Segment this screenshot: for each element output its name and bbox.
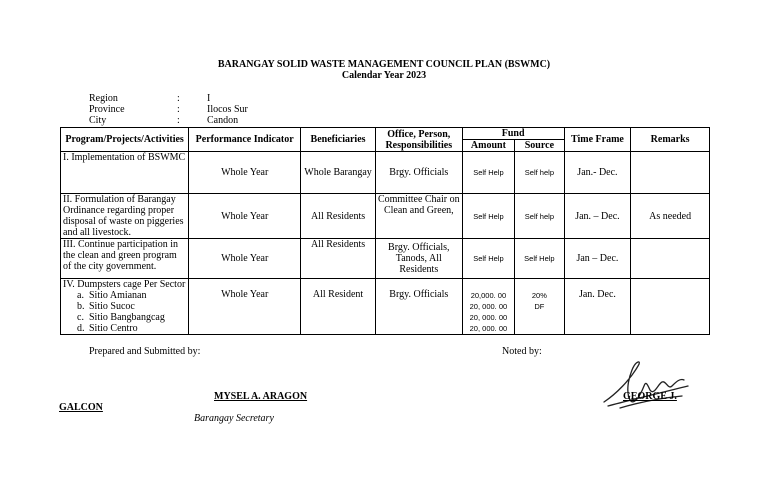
header-fund: Fund xyxy=(462,128,564,140)
list-label: Sitio Amianan xyxy=(89,290,147,301)
header-remarks: Remarks xyxy=(631,128,710,152)
list-item xyxy=(77,290,186,301)
header-indicator: Performance Indicator xyxy=(189,128,301,152)
region-sep: : xyxy=(177,93,180,104)
list-item xyxy=(77,323,186,334)
program-cell: I. Implementation of BSWMC xyxy=(61,152,189,194)
prepared-label: Prepared and Submitted by: xyxy=(89,346,201,357)
source-cell xyxy=(515,279,564,335)
province-label: Province xyxy=(89,104,125,115)
timeframe-cell: Jan. Dec. xyxy=(564,279,631,335)
secretary-title: Barangay Secretary xyxy=(194,413,274,424)
city-label: City xyxy=(89,115,107,126)
amount-cell xyxy=(462,279,514,335)
city-value: Candon xyxy=(207,115,239,126)
table-row xyxy=(61,239,710,279)
header-program: Program/Projects/Activities xyxy=(61,128,189,152)
timeframe-cell: Jan. – Dec. xyxy=(564,194,631,239)
list-marker: d. xyxy=(77,323,85,334)
amount-cell: Self Help xyxy=(462,239,514,279)
indicator-cell: Whole Year xyxy=(189,239,301,279)
remarks-cell xyxy=(631,152,710,194)
header-beneficiaries: Beneficiaries xyxy=(301,128,376,152)
remarks-cell xyxy=(631,279,710,335)
list-marker: c. xyxy=(77,312,84,323)
program-cell: II. Formulation of Barangay Ordinance regarding proper disposal of waste on piggeries and all livestock. xyxy=(61,194,189,239)
program-title: IV. Dumpsters cage Per Sector xyxy=(63,279,186,290)
office-cell: Brgy. Officials xyxy=(375,279,462,335)
list-item xyxy=(77,312,186,323)
city-sep: : xyxy=(177,115,180,126)
table-row xyxy=(61,279,710,335)
list-label: Sitio Centro xyxy=(89,323,138,334)
document-subtitle: Calendar Year 2023 xyxy=(341,70,427,81)
program-cell: III. Continue participation in the clean and green program of the city government. xyxy=(61,239,189,279)
header-amount: Amount xyxy=(462,140,514,152)
captain-name: GEORGE J. xyxy=(623,391,677,402)
source-cell: Self help xyxy=(515,152,564,194)
indicator-cell: Whole Year xyxy=(189,194,301,239)
header-source: Source xyxy=(515,140,564,152)
remarks-cell xyxy=(631,239,710,279)
table-row xyxy=(61,194,710,239)
source-cell: Self Help xyxy=(515,239,564,279)
list-marker: a. xyxy=(77,290,84,301)
beneficiaries-cell: All Resident xyxy=(301,279,376,335)
timeframe-cell: Jan.- Dec. xyxy=(564,152,631,194)
amount-line: 20, 000. 00 xyxy=(469,324,508,333)
list-label: Sitio Sucoc xyxy=(89,301,135,312)
remarks-cell: As needed xyxy=(631,194,710,239)
list-label: Sitio Bangbangcag xyxy=(89,312,165,323)
timeframe-cell: Jan – Dec. xyxy=(564,239,631,279)
indicator-cell: Whole Year xyxy=(189,279,301,335)
captain-surname: GALCON xyxy=(59,402,103,413)
region-label: Region xyxy=(89,93,118,104)
office-cell: Brgy. Officials xyxy=(375,152,462,194)
signature-icon xyxy=(596,356,696,416)
source-cell: Self help xyxy=(515,194,564,239)
office-cell: Brgy. Officials, Tanods, All Residents xyxy=(375,239,462,279)
province-value: Ilocos Sur xyxy=(207,104,248,115)
source-label: DF xyxy=(534,302,545,311)
beneficiaries-cell: All Residents xyxy=(301,194,376,239)
secretary-name: MYSEL A. ARAGON xyxy=(214,391,308,402)
indicator-cell: Whole Year xyxy=(189,152,301,194)
region-value: I xyxy=(207,93,211,104)
table-row xyxy=(61,152,710,194)
list-marker: b. xyxy=(77,301,85,312)
sector-list xyxy=(63,290,186,334)
amount-line: 20,000. 00 xyxy=(470,291,507,300)
office-cell: Committee Chair on Clean and Green, xyxy=(375,194,462,239)
beneficiaries-cell: All Residents xyxy=(301,239,376,279)
header-office: Office, Person, Responsibilities xyxy=(375,128,462,152)
header-timeframe: Time Frame xyxy=(564,128,631,152)
noted-label: Noted by: xyxy=(502,346,542,357)
amount-cell: Self Help xyxy=(462,194,514,239)
source-percent: 20% xyxy=(531,291,547,300)
program-cell xyxy=(61,279,189,335)
beneficiaries-cell: Whole Barangay xyxy=(301,152,376,194)
amount-line: 20, 000. 00 xyxy=(469,313,508,322)
document-title: BARANGAY SOLID WASTE MANAGEMENT COUNCIL PLAN (BSWMC) xyxy=(217,59,551,70)
list-item xyxy=(77,301,186,312)
amount-cell: Self Help xyxy=(462,152,514,194)
province-sep: : xyxy=(177,104,180,115)
plan-table xyxy=(60,127,710,335)
amount-line: 20, 000. 00 xyxy=(469,302,508,311)
